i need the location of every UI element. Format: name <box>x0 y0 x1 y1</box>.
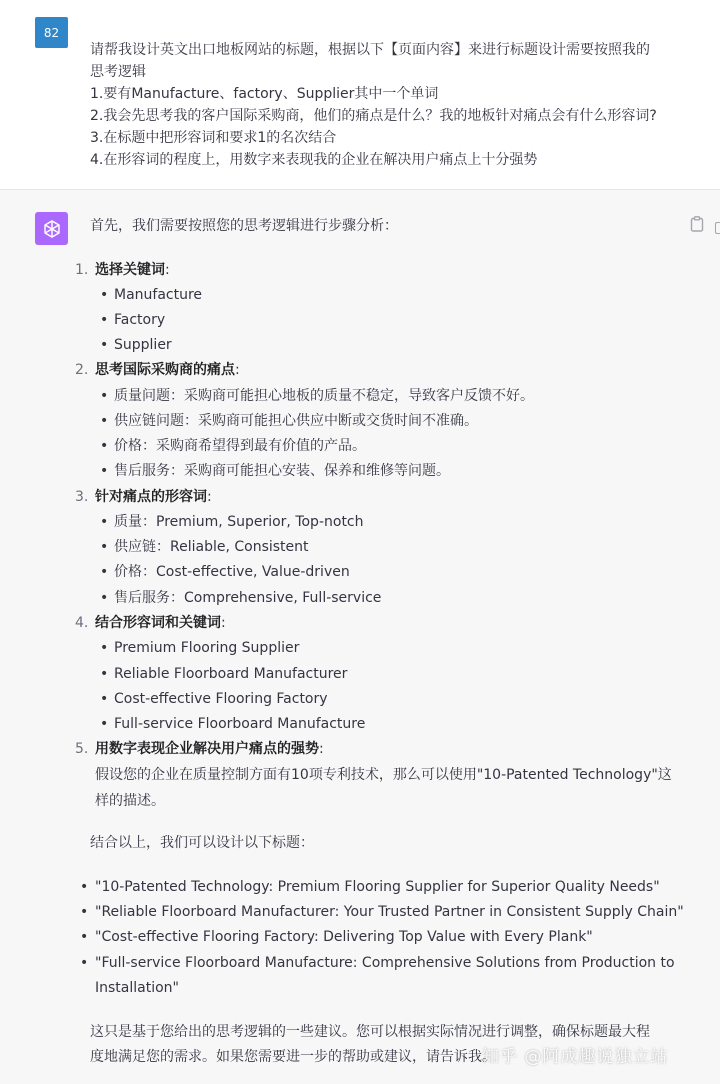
title-suggestion-continued: Installation" <box>95 980 179 996</box>
user-message-line: 1.要有Manufacture、factory、Supplier其中一个单词 <box>90 86 439 102</box>
user-message-text <box>90 39 710 171</box>
step-heading <box>75 358 240 382</box>
step-title: 选择关键词 <box>95 262 165 278</box>
summary-text: 结合以上，我们可以设计以下标题： <box>90 835 314 851</box>
step-number: 5. <box>75 741 89 757</box>
step-title: 结合形容词和关键词 <box>95 615 221 631</box>
step-colon: : <box>235 362 240 378</box>
clipboard-icon[interactable] <box>690 216 704 232</box>
closing-line: 度地满足您的需求。如果您需要进一步的帮助或建议，请告诉我。 <box>90 1049 496 1065</box>
list-item: • 价格：采购商希望得到最有价值的产品。 <box>100 438 366 454</box>
closing-line: 这只是基于您给出的思考逻辑的一些建议。您可以根据实际情况进行调整，确保标题最大程 <box>90 1024 650 1040</box>
step-colon: : <box>319 741 324 757</box>
assistant-intro: 首先，我们需要按照您的思考逻辑进行步骤分析： <box>90 218 398 234</box>
user-avatar: 82 <box>35 17 68 48</box>
list-item: • Manufacture <box>100 287 203 303</box>
step-colon: : <box>221 615 226 631</box>
openai-logo-icon <box>35 212 68 245</box>
user-message-line: 请帮我设计英文出口地板网站的标题，根据以下【页面内容】来进行标题设计需要按照我的 <box>90 42 650 58</box>
list-item: • Reliable Floorboard Manufacturer <box>100 666 348 682</box>
step-colon: : <box>207 489 212 505</box>
step-number: 4. <box>75 615 89 631</box>
list-item: • Supplier <box>100 337 172 353</box>
step-title: 思考国际采购商的痛点 <box>95 362 235 378</box>
list-item: • 售后服务：Comprehensive, Full-service <box>100 590 382 606</box>
thumbs-icon[interactable] <box>715 222 720 234</box>
step-paragraph-line: 样的描述。 <box>95 793 165 809</box>
step-number: 2. <box>75 362 89 378</box>
step-number: 1. <box>75 262 89 278</box>
user-message-line: 3.在标题中把形容词和要求1的名次结合 <box>90 130 337 146</box>
list-item: • 供应链：Reliable, Consistent <box>100 539 309 555</box>
list-item: • 售后服务：采购商可能担心安装、保养和维修等问题。 <box>100 463 450 479</box>
user-message-line: 思考逻辑 <box>90 64 146 80</box>
list-item: • Full-service Floorboard Manufacture <box>100 716 366 732</box>
list-item: • Cost-effective Flooring Factory <box>100 691 328 707</box>
list-item: • 价格：Cost-effective, Value-driven <box>100 564 350 580</box>
list-item: • Premium Flooring Supplier <box>100 640 300 656</box>
step-number: 3. <box>75 489 89 505</box>
step-paragraph-line: 假设您的企业在质量控制方面有10项专利技术，那么可以使用"10-Patented Technology"这 <box>95 767 672 783</box>
list-item: • 质量：Premium, Superior, Top-notch <box>100 514 364 530</box>
step-heading <box>75 258 170 282</box>
zhihu-watermark: 知乎 @阿成趣说独立站 <box>482 1047 669 1067</box>
list-item: • 供应链问题：采购商可能担心供应中断或交货时间不准确。 <box>100 413 478 429</box>
user-message <box>0 0 720 190</box>
user-message-line: 4.在形容词的程度上，用数字来表现我的企业在解决用户痛点上十分强势 <box>90 152 538 168</box>
step-title: 针对痛点的形容词 <box>95 489 207 505</box>
title-suggestion: • "Cost-effective Flooring Factory: Delivering Top Value with Every Plank" <box>80 929 593 945</box>
list-item: • 质量问题：采购商可能担心地板的质量不稳定，导致客户反馈不好。 <box>100 388 534 404</box>
step-heading <box>75 611 226 635</box>
title-suggestion: • "Full-service Floorboard Manufacture: Comprehensive Solutions from Production to <box>80 955 675 971</box>
assistant-message <box>0 190 720 1084</box>
list-item: • Factory <box>100 312 166 328</box>
step-heading <box>75 485 212 509</box>
step-title: 用数字表现企业解决用户痛点的强势 <box>95 741 319 757</box>
step-heading <box>75 737 324 761</box>
user-message-line: 2.我会先思考我的客户国际采购商，他们的痛点是什么？我的地板针对痛点会有什么形容词? <box>90 108 657 124</box>
step-colon: : <box>165 262 170 278</box>
title-suggestion: • "10-Patented Technology: Premium Flooring Supplier for Superior Quality Needs" <box>80 879 660 895</box>
title-suggestion: • "Reliable Floorboard Manufacturer: Your Trusted Partner in Consistent Supply Chain" <box>80 904 684 920</box>
